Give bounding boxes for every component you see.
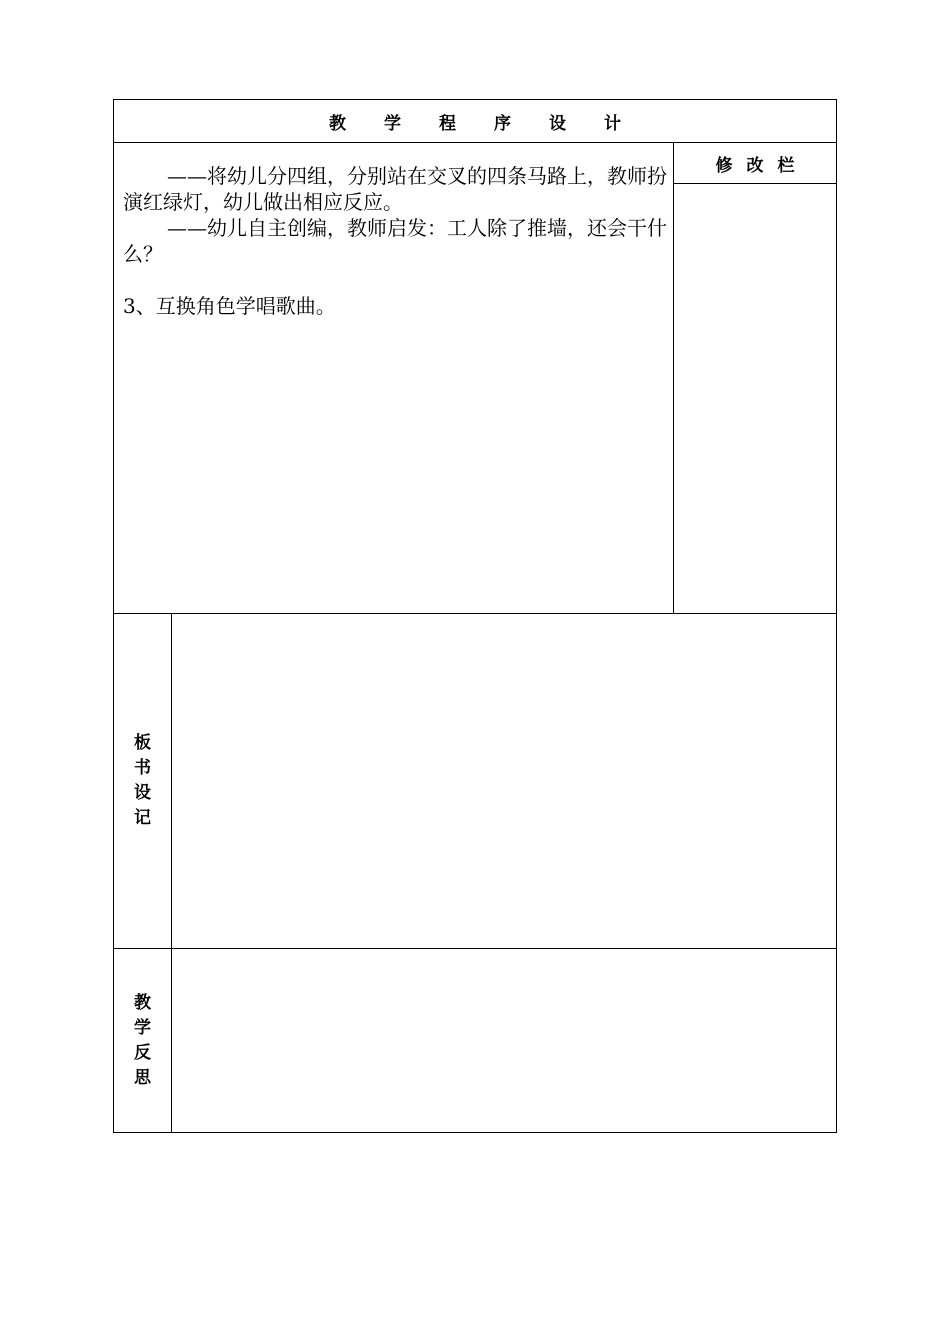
label-char: 板 — [134, 733, 151, 753]
reflection-label-divider — [171, 949, 172, 1132]
procedure-line: ——幼儿自主创编，教师启发：工人除了推墙，还会干什么？ — [123, 216, 667, 266]
lesson-plan-table — [113, 99, 837, 1133]
label-char: 学 — [134, 1017, 151, 1038]
revision-header-divider — [674, 183, 836, 184]
reflection-section-top-border — [114, 948, 836, 949]
table-title: 教学程序设计 — [329, 114, 659, 134]
label-char: 反 — [134, 1042, 151, 1063]
revision-column-header: 修改栏 — [715, 155, 809, 176]
revision-column-divider — [673, 143, 674, 614]
procedure-line: ——将幼儿分四组，分别站在交叉的四条马路上，教师扮演红绿灯，幼儿做出相应反应。 — [123, 164, 667, 214]
label-char: 书 — [134, 758, 151, 778]
label-char: 思 — [134, 1067, 151, 1088]
procedure-content — [123, 163, 668, 319]
teaching-reflection-label — [114, 949, 171, 1132]
board-design-label — [114, 614, 171, 948]
board-section-top-border — [114, 613, 836, 614]
procedure-line: 3、互换角色学唱歌曲。 — [123, 294, 336, 318]
board-label-divider — [171, 614, 172, 948]
label-char: 教 — [134, 992, 151, 1013]
label-char: 设 — [134, 783, 151, 803]
label-char: 记 — [134, 808, 151, 828]
